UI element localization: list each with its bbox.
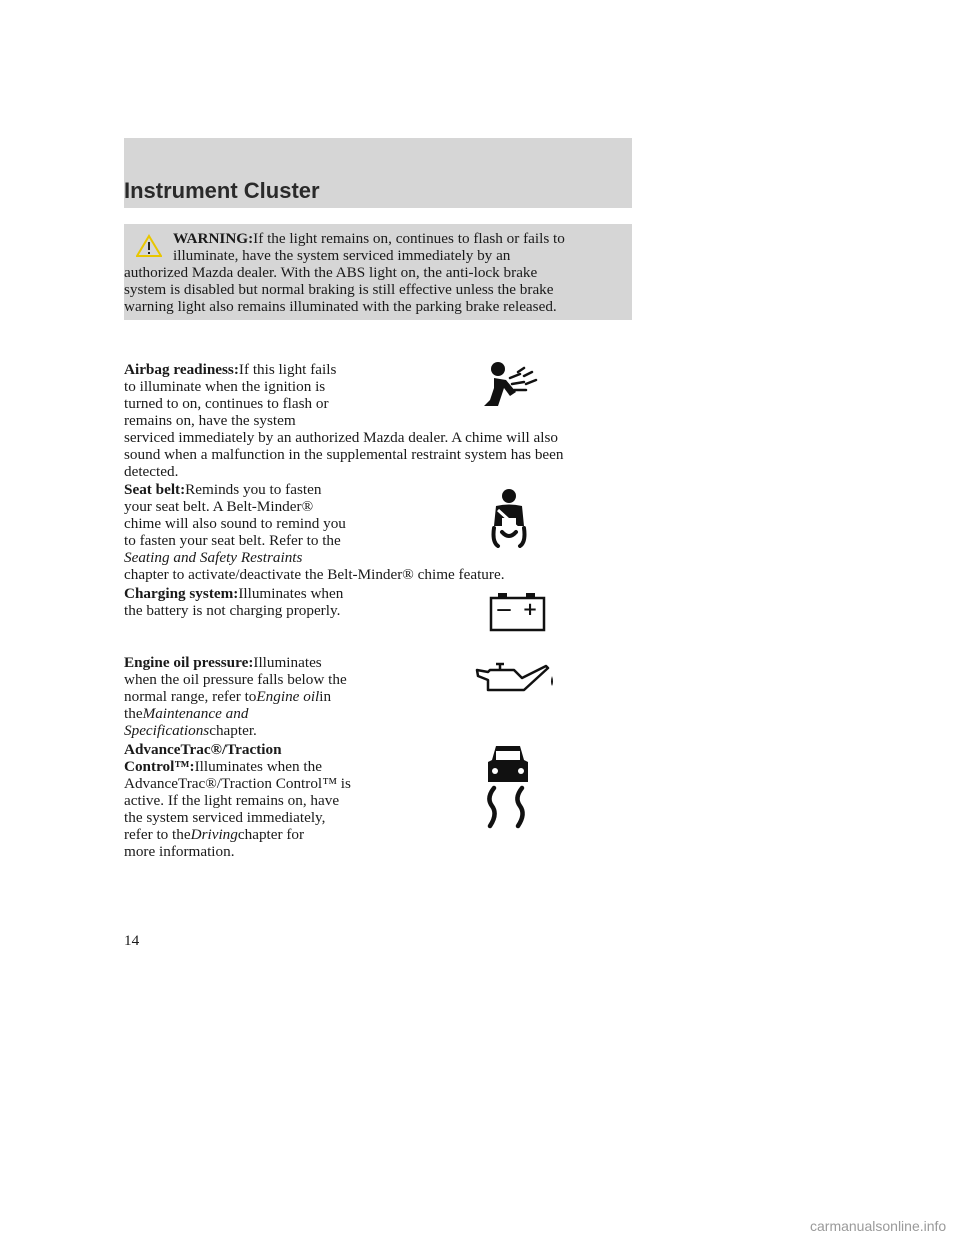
warning-label: WARNING: (173, 230, 254, 247)
oil-line-3: normal range, refer toEngine oilin (124, 688, 332, 705)
oil-line-5: Specificationschapter. (124, 722, 257, 739)
warning-line-5: warning light also remains illuminated with the parking brake released. (124, 298, 557, 315)
airbag-line-7: detected. (124, 463, 179, 480)
traction-line-6: refer to theDrivingchapter for (124, 826, 305, 843)
traction-line-3: AdvanceTrac®/Traction Control™ is (124, 775, 351, 792)
charging-term: Charging system: (124, 585, 239, 602)
seatbelt-line-3: chime will also sound to remind you (124, 515, 346, 532)
traction-line-7: more information. (124, 843, 235, 860)
seatbelt-line-5: Seating and Safety Restraints (124, 549, 303, 566)
traction-term-2: Control™: (124, 758, 195, 775)
seatbelt-icon (486, 488, 532, 548)
battery-minus-label: — (496, 600, 512, 618)
oil-line-4: theMaintenance and (124, 705, 249, 722)
seatbelt-line-4: to fasten your seat belt. Refer to the (124, 532, 341, 549)
airbag-term: Airbag readiness: (124, 361, 239, 378)
airbag-line-6: sound when a malfunction in the supplemental restraint system has been (124, 446, 564, 463)
traction-term-line-1 (124, 741, 282, 758)
seatbelt-line-2: your seat belt. A Belt-Minder® (124, 498, 314, 515)
seatbelt-line-6: chapter to activate/deactivate the Belt-Minder® chime feature. (124, 566, 505, 583)
charging-line-2: the battery is not charging properly. (124, 602, 341, 619)
oil-can-icon (474, 660, 558, 696)
warning-line-3: authorized Mazda dealer. With the ABS light on, the anti-lock brake (124, 264, 538, 281)
oil-term: Engine oil pressure: (124, 654, 254, 671)
seatbelt-line-1: Seat belt:Reminds you to fasten (124, 481, 322, 498)
page-number: 14 (124, 932, 140, 949)
traction-term-1: AdvanceTrac®/Traction (124, 741, 282, 758)
page-title: Instrument Cluster (124, 178, 320, 203)
oil-line-1: Engine oil pressure:Illuminates (124, 654, 322, 671)
footer-watermark: carmanualsonline.info (810, 1218, 947, 1234)
warning-line-4: system is disabled but normal braking is still effective unless the brake (124, 281, 554, 298)
battery-icon (488, 592, 548, 632)
traction-line-5: the system serviced immediately, (124, 809, 326, 826)
charging-line-1: Charging system:Illuminates when (124, 585, 344, 602)
airbag-line-4: remains on, have the system (124, 412, 296, 429)
traction-control-icon (484, 742, 532, 830)
warning-triangle-icon (136, 234, 162, 258)
seatbelt-term: Seat belt: (124, 481, 186, 498)
warning-line-1: WARNING:If the light remains on, continues to flash or fails to (173, 230, 565, 247)
warning-line-2: illuminate, have the system serviced immediately by an (173, 247, 511, 264)
airbag-line-3: turned to on, continues to flash or (124, 395, 329, 412)
airbag-icon (480, 360, 540, 410)
oil-line-2: when the oil pressure falls below the (124, 671, 347, 688)
traction-line-4: active. If the light remains on, have (124, 792, 340, 809)
airbag-line-2: to illuminate when the ignition is (124, 378, 326, 395)
airbag-line-5: serviced immediately by an authorized Mazda dealer. A chime will also (124, 429, 558, 446)
battery-plus-label: + (522, 599, 538, 620)
traction-line-2: Control™:Illuminates when the (124, 758, 322, 775)
airbag-line-1: Airbag readiness:If this light fails (124, 361, 337, 378)
